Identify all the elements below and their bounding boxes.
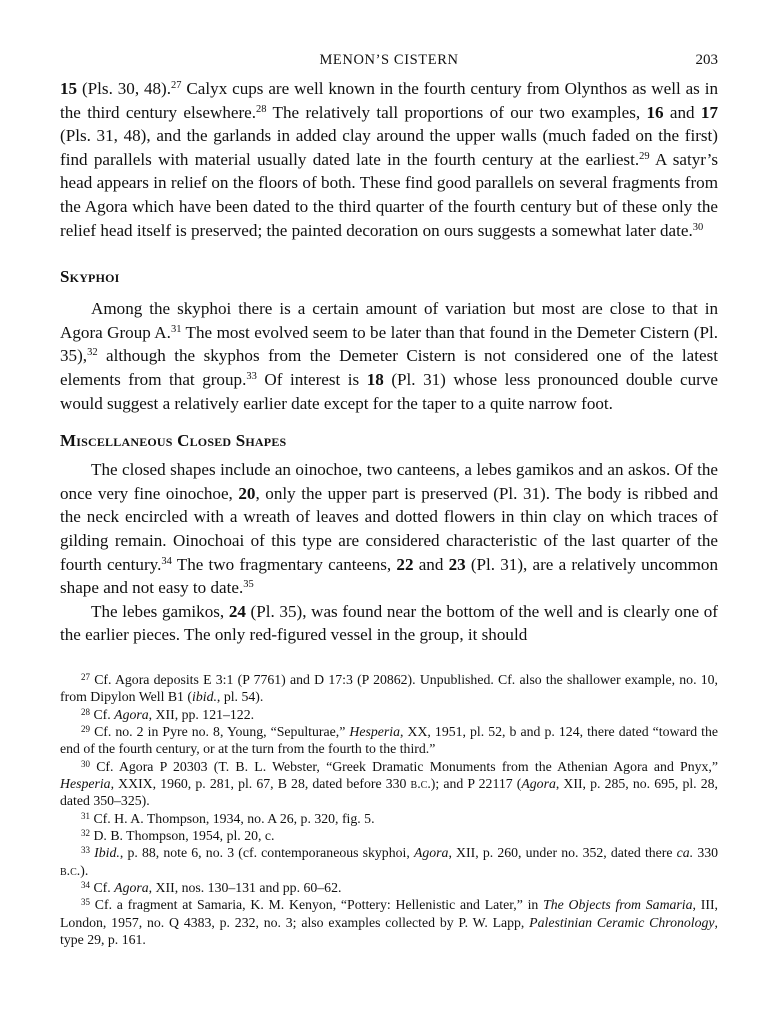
text-run: , XII, nos. 130–131 and pp. 60–62. — [148, 880, 342, 895]
text-run: The most evolved seem to be later than that found in the Demeter Cistern (Pl. 35), — [60, 322, 718, 366]
catalogue-number: 16 — [646, 102, 664, 122]
italic-text: ibid. — [192, 689, 217, 705]
paragraph-oinochoe-canteens — [60, 458, 718, 600]
paragraph-calyx-cups — [60, 77, 718, 242]
small-caps-text: b.c. — [410, 775, 431, 791]
text-run: Cf. — [93, 706, 115, 722]
catalogue-number: 24 — [228, 601, 246, 621]
footnote-number: 35 — [81, 897, 90, 908]
italic-text: Agora — [413, 845, 449, 861]
text-run: Cf. Agora deposits E 3:1 (P 7761) and D 17:3 (P 20862). Unpublished. Cf. also the shallower example, no. 10, from Dipylon Well B1 ( — [60, 671, 719, 705]
text-run: (Pls. 30, 48). — [77, 79, 172, 98]
text-run: and — [413, 554, 449, 574]
catalogue-number: 20 — [238, 483, 256, 503]
text-run: (Pl. 35), was found near the bottom of the well and is clearly one of the earlier pieces. The only red-figured vessel in the group, it should — [60, 601, 718, 645]
catalogue-number: 23 — [448, 554, 466, 574]
footnote — [60, 879, 718, 896]
italic-text: ca. — [676, 845, 694, 861]
italic-text: Palestinian Ceramic Chronology — [529, 914, 715, 930]
footnote-number: 31 — [81, 810, 90, 821]
footnote — [60, 844, 718, 879]
footnote-number: 30 — [81, 758, 90, 769]
text-run: The relatively tall proportions of our two examples, — [266, 102, 647, 122]
text-run: Of interest is — [256, 369, 367, 389]
footnotes — [60, 671, 718, 949]
footnote-ref: 29 — [639, 150, 650, 162]
text-run: ); and P 22117 ( — [430, 775, 522, 791]
catalogue-number: 17 — [700, 102, 718, 122]
footnote — [60, 723, 718, 758]
text-run: (Pls. 31, 48), and the garlands in added clay around the upper walls (much faded on the first) find parallels with material usually dated late in the fourth century at the earliest. — [60, 126, 718, 169]
footnote-ref: 31 — [170, 323, 182, 335]
italic-text: Ibid. — [94, 845, 120, 861]
footnote-ref: 27 — [171, 80, 182, 91]
page-number: 203 — [695, 52, 718, 68]
catalogue-number: 22 — [396, 554, 414, 574]
footnote — [60, 896, 718, 948]
catalogue-number: 15 — [60, 79, 78, 98]
footnote-number: 32 — [81, 827, 90, 838]
text-run: D. B. Thompson, 1954, pl. 20, c. — [93, 827, 275, 843]
body-text — [60, 77, 718, 647]
italic-text: Agora — [521, 775, 556, 791]
text-run: , XII, p. 260, under no. 352, dated there — [448, 845, 677, 861]
running-title: MENON’S CISTERN — [319, 52, 459, 68]
section-heading-misc-closed-shapes: Miscellaneous Closed Shapes — [60, 431, 287, 451]
text-run: ). — [80, 862, 89, 878]
footnote-number: 27 — [81, 671, 90, 682]
text-run: (Pl. 31) whose less pronounced double curve would suggest a relatively earlier date except for the taper to a quite narrow foot. — [60, 369, 718, 413]
text-run: The closed shapes include an oinochoe, two canteens, a lebes gamikos and an askos. Of the once very fine oinochoe, — [60, 460, 718, 503]
text-run: (Pl. 31), are a relatively uncommon shape and not easy to date. — [60, 554, 718, 598]
footnote-ref: 35 — [243, 579, 254, 591]
catalogue-number: 18 — [366, 369, 384, 389]
text-run: The two fragmentary canteens, — [171, 554, 397, 574]
text-run: Calyx cups are well known in the fourth century from Olynthos as well as in the third century elsewhere. — [60, 79, 718, 122]
footnote-number: 33 — [81, 845, 90, 856]
text-run: Cf. a fragment at Samaria, K. M. Kenyon, “Pottery: Hellenistic and Later,” in — [94, 897, 544, 913]
text-run: , III, London, 1957, no. Q 4383, p. 232, no. 3; also examples collected by P. W. Lapp, — [60, 897, 718, 930]
text-run: , pl. 54). — [216, 689, 264, 705]
page — [60, 52, 718, 948]
small-caps-text: b.c. — [60, 862, 81, 878]
text-run: The lebes gamikos, — [91, 601, 229, 621]
text-run: 330 — [693, 845, 719, 861]
text-run: , type 29, p. 161. — [60, 914, 718, 948]
text-run: Cf. — [93, 880, 115, 895]
italic-text: Agora — [114, 706, 149, 722]
italic-text: The Objects from Samaria — [543, 897, 693, 913]
text-run: , XII, pp. 121–122. — [148, 706, 255, 722]
footnote-ref: 32 — [87, 347, 98, 359]
text-run: , only the upper part is preserved (Pl. 31). The body is ribbed and the neck encircled with a wreath of leaves and dotted flowers in thin clay on which traces of gilding remain. Oinochoai of this type are considered characteristic of the last quarter of the fourth century. — [60, 483, 718, 574]
text-run: Cf. H. A. Thompson, 1934, no. A 26, p. 320, fig. 5. — [93, 810, 375, 826]
section-heading-skyphoi: Skyphoi — [60, 267, 120, 287]
footnote-ref: 28 — [256, 103, 267, 115]
text-run: although the skyphos from the Demeter Cistern is not considered one of the latest elements from that group. — [60, 346, 718, 389]
footnote — [60, 671, 718, 706]
italic-text: Hesperia — [349, 723, 400, 739]
text-run: , XXIX, 1960, p. 281, pl. 67, B 28, dated before 330 — [110, 775, 411, 791]
paragraph-lebes-gamikos — [60, 600, 718, 647]
footnote-number: 34 — [81, 880, 90, 890]
italic-text: Hesperia — [60, 775, 111, 791]
text-run: A satyr’s head appears in relief on the floors of both. These find good parallels on several fragments from the Agora which have been dated to the third quarter of the fourth century but of these only the relief head itself is preserved; the painted decoration on ours suggests a somewhat later date. — [60, 149, 718, 240]
footnote — [60, 706, 718, 723]
footnote — [60, 758, 718, 810]
text-run: Cf. no. 2 in Pyre no. 8, Young, “Sepulturae,” — [94, 723, 350, 739]
paragraph-skyphoi — [60, 297, 718, 415]
footnote-ref: 34 — [161, 555, 172, 567]
text-run: Among the skyphoi there is a certain amount of variation but most are close to that in Agora Group A. — [60, 299, 718, 342]
footnote-number: 28 — [81, 706, 90, 717]
italic-text: Agora — [114, 880, 149, 895]
text-run: and — [663, 102, 701, 122]
running-head — [60, 52, 718, 76]
text-run: , XII, p. 285, no. 695, pl. 28, dated 350–325). — [60, 775, 718, 809]
footnote — [60, 810, 718, 827]
footnote — [60, 827, 718, 844]
footnote-number: 29 — [81, 723, 90, 734]
text-run: , p. 88, note 6, no. 3 (cf. contemporaneous skyphoi, — [119, 845, 414, 861]
text-run: , XX, 1951, pl. 52, b and p. 124, there dated “toward the end of the fourth century, or at the turn from the fourth to the third.” — [60, 723, 719, 757]
text-run: Cf. Agora P 20303 (T. B. L. Webster, “Greek Dramatic Monuments from the Athenian Agora and Pnyx,” — [96, 758, 718, 774]
footnote-ref: 30 — [692, 221, 704, 233]
footnote-ref: 33 — [246, 370, 257, 382]
